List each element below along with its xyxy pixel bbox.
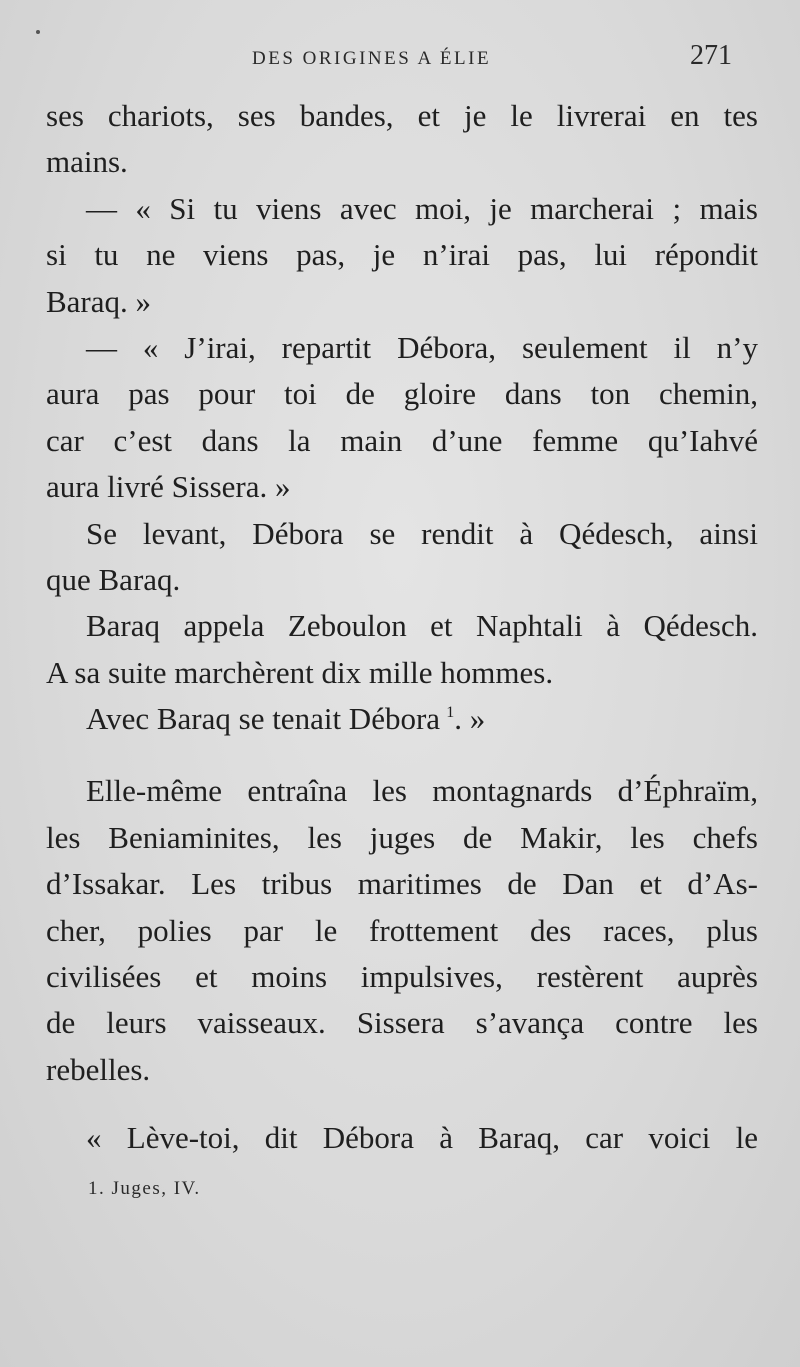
text-line: Elle-même entraîna les montagnards d’Éphraïm, — [86, 773, 758, 809]
text-line: car c’est dans la main d’une femme qu’Iahvé — [46, 422, 758, 458]
footnote-marker: 1 — [446, 704, 455, 722]
text-line: — « Si tu viens avec moi, je marcherai ; mais — [86, 190, 758, 226]
text-line: « Lève-toi, dit Débora à Baraq, car voici le — [86, 1120, 758, 1156]
text-line: rebelles. — [46, 1051, 151, 1087]
text-line: Avec Baraq se tenait Débora — [86, 701, 441, 737]
text-line: cher, polies par le frottement des races, plus — [46, 912, 758, 948]
text-line: aura pas pour toi de gloire dans ton chemin, — [46, 376, 758, 412]
text-line: aura livré Sissera. » — [46, 469, 291, 505]
footnote: 1. Juges, IV. — [88, 1178, 201, 1199]
text-line-with-note — [46, 696, 758, 742]
text-line: de leurs vaisseaux. Sissera s’avança contre les — [46, 1005, 758, 1041]
text-line: — « J’irai, repartit Débora, seulement il n’y — [86, 329, 758, 365]
paragraph-gap — [46, 1093, 758, 1115]
page-number: 271 — [690, 40, 732, 71]
text-line: A sa suite marchèrent dix mille hommes. — [46, 654, 554, 690]
text-line: que Baraq. — [46, 561, 181, 597]
text-line: ses chariots, ses bandes, et je le livrerai en tes — [46, 98, 758, 133]
text-line: Baraq. » — [46, 283, 152, 319]
text-line: les Beniaminites, les juges de Makir, les chefs — [46, 819, 758, 855]
closing-quote: . » — [454, 701, 486, 737]
text-line: Baraq appela Zeboulon et Naphtali à Qédesch. — [86, 608, 758, 644]
running-head: DES ORIGINES A ÉLIE — [252, 48, 492, 69]
text-line: civilisées et moins impulsives, restèrent auprès — [46, 959, 758, 995]
paragraph-gap — [46, 742, 758, 768]
page-header — [0, 38, 800, 78]
text-line: Se levant, Débora se rendit à Qédesch, ainsi — [86, 515, 758, 551]
text-line: si tu ne viens pas, je n’irai pas, lui répondit — [46, 237, 758, 273]
text-line: d’Issakar. Les tribus maritimes de Dan et d’As- — [46, 866, 758, 902]
ink-speck — [36, 30, 40, 34]
body-text — [46, 93, 758, 1162]
text-line: mains. — [46, 144, 128, 180]
